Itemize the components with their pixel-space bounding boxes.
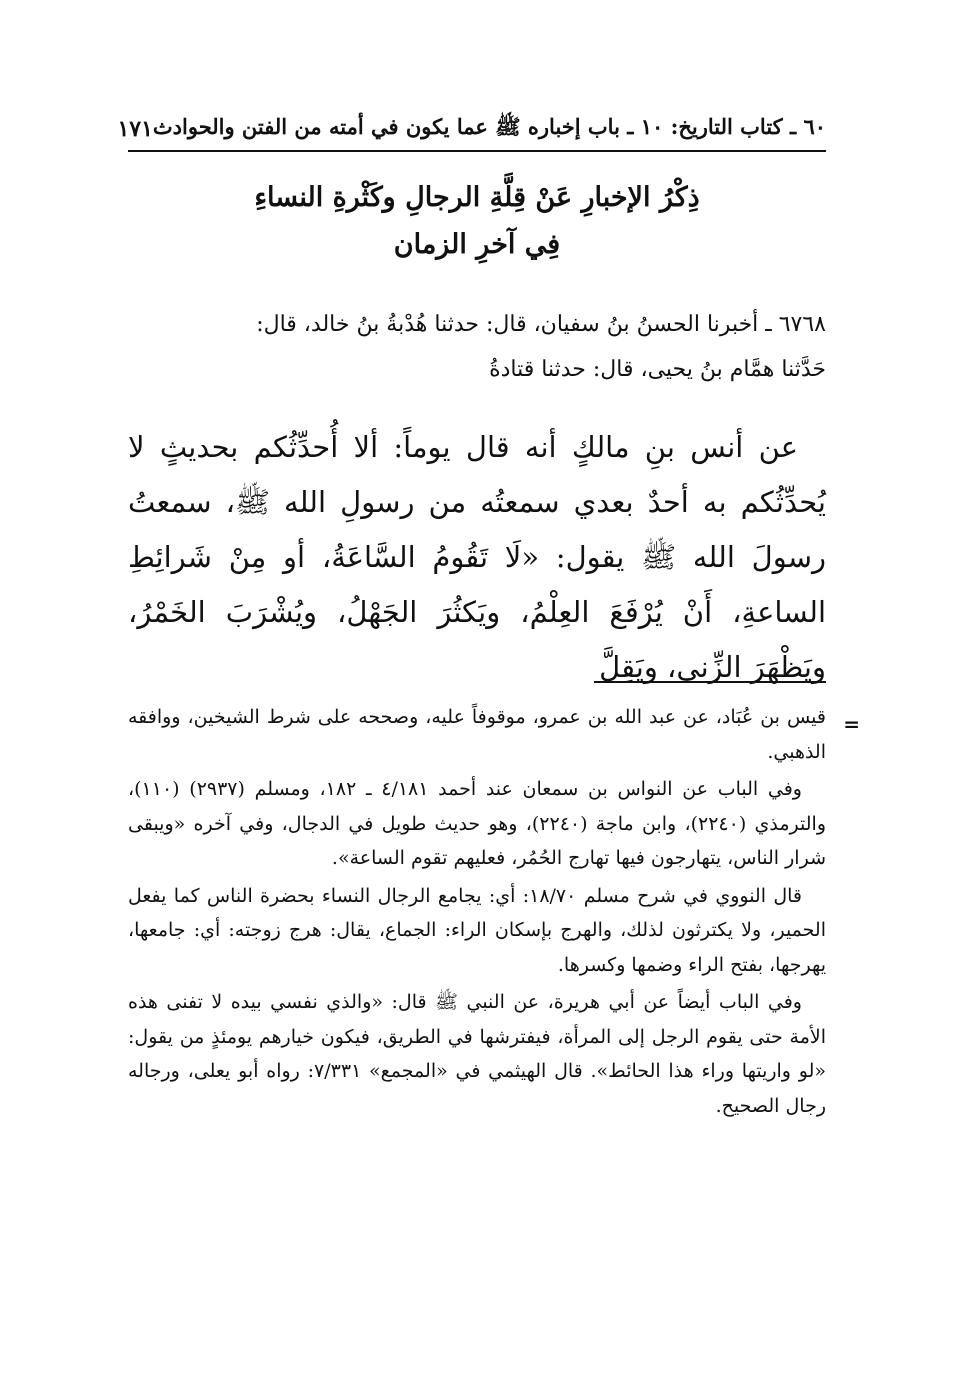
hadith-chain-line-1: ٦٧٦٨ ـ أخبرنا الحسنُ بنُ سفيان، قال: حدثنا هُدْبةُ بنُ خالد، قال:	[256, 312, 826, 337]
footnote-paragraph: قيس بن عُبَاد، عن عبد الله بن عمرو، موقوفاً عليه، وصححه على شرط الشيخين، ووافقه الذهبي.	[128, 706, 826, 763]
chapter-title-line-1: ذِكْرُ الإخبارِ عَنْ قِلَّةِ الرجالِ وكَثْرةِ النساءِ	[254, 182, 700, 213]
hadith-chain	[128, 302, 826, 392]
footnote-paragraph: وفي الباب عن النواس بن سمعان عند أحمد ٤/١٨١ ـ ١٨٢، ومسلم (٢٩٣٧) (١١٠)، والترمذي (٢٢٤٠)، وابن ماجة (٢٢٤٠)، وهو حديث طويل في الدجال، وفي آخره «ويبقى شرار الناس، يتهارجون فيها تهارج الحُمُر، فعليهم تقوم الساعة».	[128, 778, 826, 869]
hadith-text	[128, 420, 826, 695]
running-title: ٦٠ ـ كتاب التاريخ: ١٠ ـ باب إخباره ﷺ عما يكون في أمته من الفتن والحوادث	[152, 113, 826, 139]
chapter-title-line-2: فِي آخرِ الزمان	[393, 229, 561, 260]
page-number: ١٧١	[117, 116, 153, 142]
header-rule	[128, 150, 826, 152]
running-header	[117, 112, 826, 146]
footnote-paragraph: وفي الباب أيضاً عن أبي هريرة، عن النبي ﷺ قال: «والذي نفسي بيده لا تفنى هذه الأمة حتى يقوم الرجل إلى المرأة، فيفترشها في الطريق، فيكون خيارهم يومئذٍ من يقول: «لو واريتها وراء هذا الحائط». قال الهيثمي في «المجمع» ٧/٣٣١: رواه أبو يعلى، ورجاله رجال الصحيح.	[128, 991, 826, 1117]
footnotes	[128, 700, 826, 1126]
hadith-matn: عن أنس بنِ مالكٍ أنه قال يوماً: ألا أُحدِّثُكم بحديثٍ لا يُحدِّثُكم به أحدٌ بعدي سمعتُه من رسولِ الله ﷺ، سمعتُ رسولَ الله ﷺ يقول: «لَا تَقُومُ السَّاعَةُ، أو مِنْ شَرائِطِ الساعةِ، أَنْ يُرْفَعَ العِلْمُ، ويَكثُرَ الجَهْلُ، ويُشْرَبَ الخَمْرُ، ويَظْهَرَ الزِّنى، ويَقِلَّ	[128, 430, 826, 684]
footnote-paragraph: قال النووي في شرح مسلم ١٨/٧٠: أي: يجامع الرجال النساء بحضرة الناس كما يفعل الحمير، ولا يكترثون لذلك، والهرج بإسكان الراء: الجماع، يقال: هرج زوجته: أي: جامعها، يهرجها، بفتح الراء وضمها وكسرها.	[128, 884, 826, 976]
hadith-chain-line-2: حَدَّثنا همَّام بنُ يحيى، قال: حدثنا قتادةُ	[489, 357, 826, 382]
footnote-rule	[594, 681, 826, 683]
footnote-continuation-marker: =	[843, 712, 860, 736]
